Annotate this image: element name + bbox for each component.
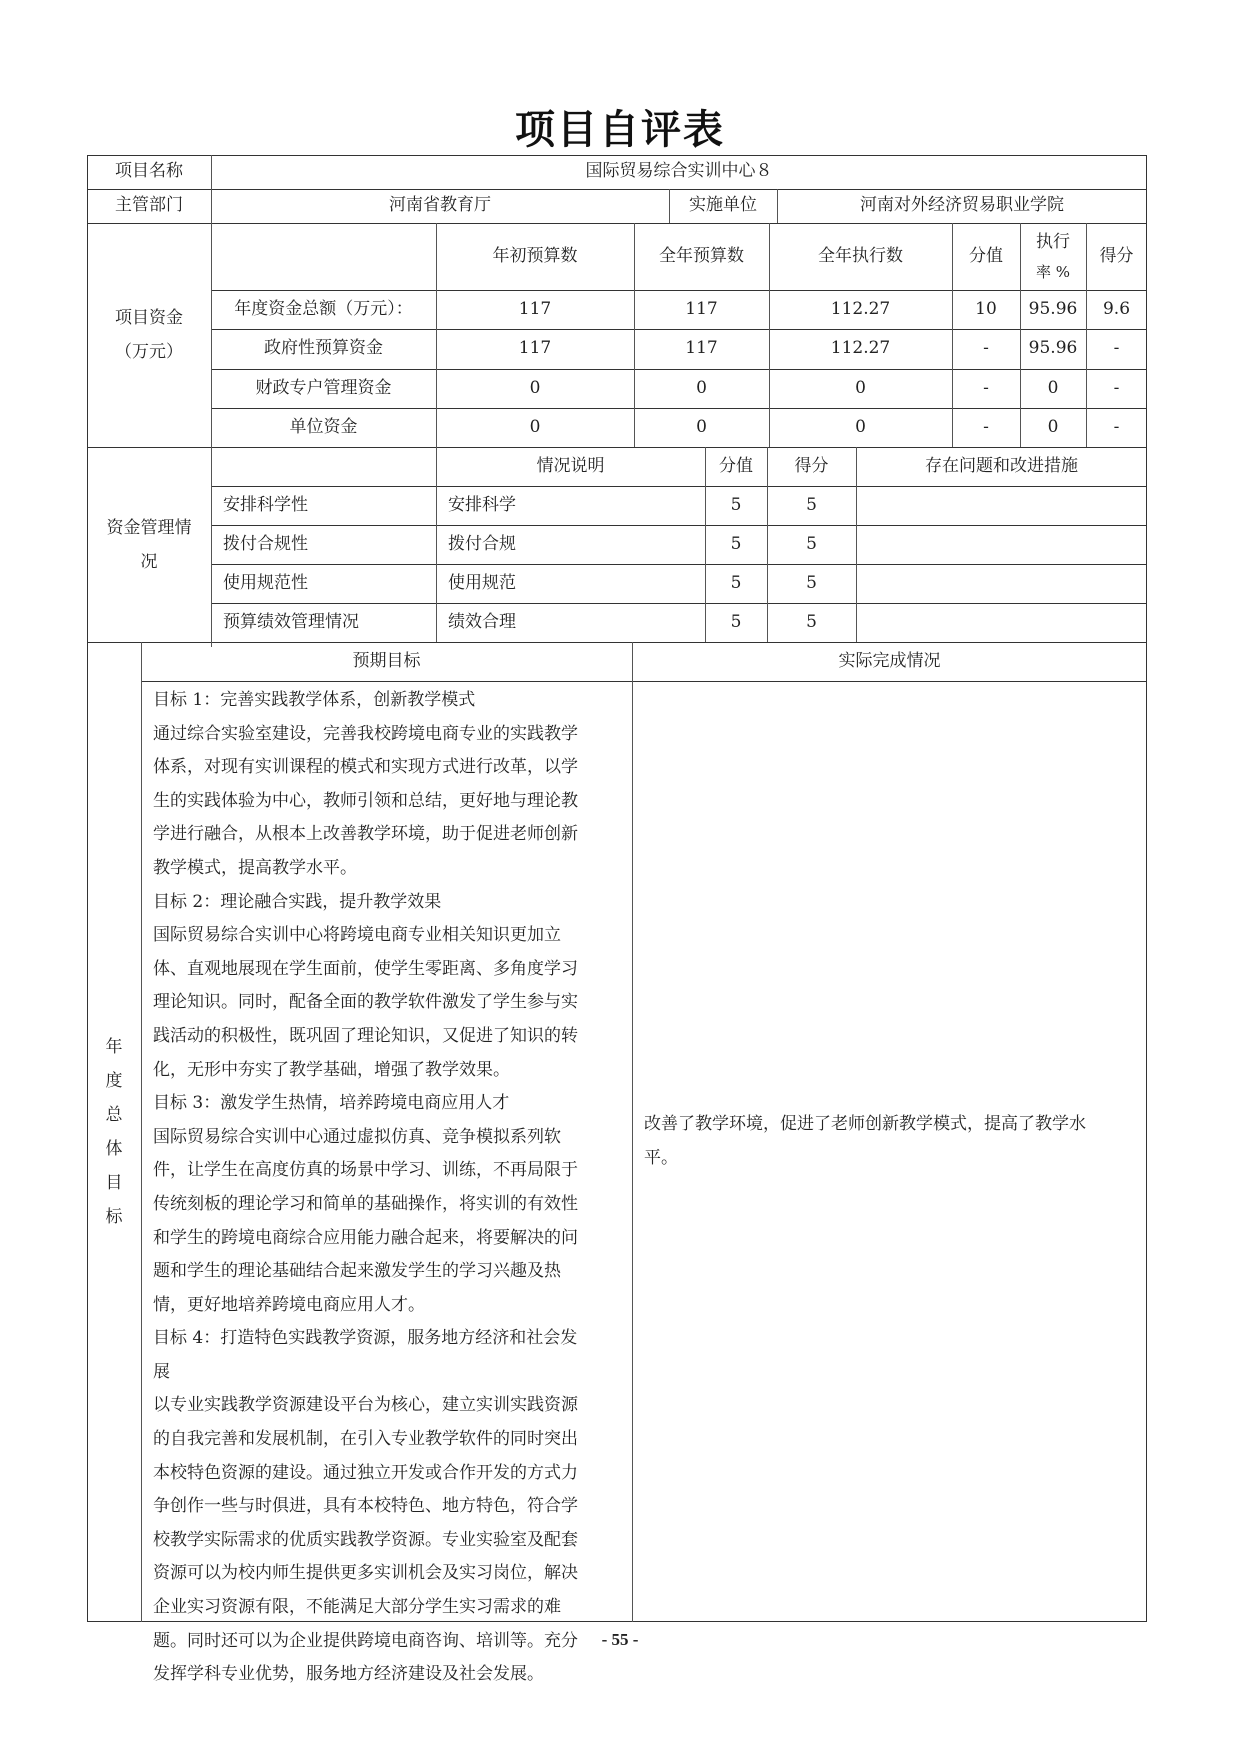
expected-goal-line: 情，更好地培养跨境电商应用人才。 xyxy=(153,1294,425,1315)
mgmt-issues-value xyxy=(856,603,1147,642)
unit-value: 河南对外经济贸易职业学院 xyxy=(860,195,1064,216)
expected-goal-line: 化，无形中夯实了教学基础，增强了教学效果。 xyxy=(153,1059,510,1080)
funding-row-label: 财政专户管理资金 xyxy=(255,377,392,398)
funding-annual-value: 117 xyxy=(685,338,718,359)
expected-goal-line: 题和学生的理论基础结合起来激发学生的学习兴趣及热 xyxy=(153,1261,561,1282)
funding-weight-value: - xyxy=(983,416,989,437)
mgmt-header-weight: 分值 xyxy=(719,455,753,476)
funding-header-weight: 分值 xyxy=(969,245,1003,266)
funding-score-value: - xyxy=(1113,338,1120,359)
mgmt-desc-value: 使用规范 xyxy=(448,572,516,593)
funding-executed-value: 0 xyxy=(855,416,866,437)
mgmt-item-label: 预算绩效管理情况 xyxy=(223,611,359,632)
rate-header-line1: 执行 xyxy=(1036,231,1070,252)
expected-goal-line: 国际贸易综合实训中心将跨境电商专业相关知识更加立 xyxy=(153,925,561,946)
expected-goal-line: 传统刻板的理论学习和简单的基础操作，将实训的有效性 xyxy=(153,1193,578,1214)
mgmt-score-value: 5 xyxy=(806,572,817,593)
expected-goal-line: 发挥学科专业优势，服务地方经济建设及社会发展。 xyxy=(153,1664,544,1685)
funding-rate-value: 0 xyxy=(1047,377,1059,398)
page-number: - 55 - xyxy=(601,1630,639,1649)
mgmt-issues-value xyxy=(856,486,1147,525)
expected-goals-header: 预期目标 xyxy=(352,650,421,671)
mgmt-desc-value: 拨付合规 xyxy=(448,533,516,554)
project-name-value: 国际贸易综合实训中心８ xyxy=(585,161,773,182)
expected-goal-line: 体、直观地展现在学生面前，使学生零距离、多角度学习 xyxy=(153,958,578,979)
mgmt-header-score: 得分 xyxy=(794,455,829,476)
expected-goal-line: 目标 4：打造特色实践教学资源，服务地方经济和社会发 xyxy=(153,1328,578,1349)
mgmt-score-value: 5 xyxy=(806,611,817,632)
expected-goal-line: 企业实习资源有限，不能满足大部分学生实习需求的难 xyxy=(153,1597,561,1618)
funding-score-value: - xyxy=(1113,377,1120,398)
expected-goals-text xyxy=(153,684,629,1692)
expected-goal-line: 资源可以为校内师生提供更多实训机会及实习岗位，解决 xyxy=(153,1563,578,1584)
divider xyxy=(141,681,1147,682)
funding-header-rate xyxy=(1020,223,1086,290)
page-title: 项目自评表 xyxy=(515,107,725,153)
management-label-line2: 况 xyxy=(140,551,158,572)
goals-label-char: 体 xyxy=(105,1139,123,1159)
mgmt-weight-value: 5 xyxy=(730,533,742,554)
expected-goal-line: 以专业实践教学资源建设平台为核心，建立实训实践资源 xyxy=(153,1395,578,1416)
mgmt-desc-value: 安排科学 xyxy=(448,494,516,515)
goals-label-char: 总 xyxy=(105,1105,123,1125)
management-section-label xyxy=(87,447,211,642)
funding-executed-value: 112.27 xyxy=(830,338,891,359)
dept-value: 河南省教育厅 xyxy=(389,195,491,216)
goals-label-char: 标 xyxy=(105,1207,123,1227)
funding-annual-value: 117 xyxy=(685,298,718,319)
expected-goal-line: 体系，对现有实训课程的模式和实现方式进行改革，以学 xyxy=(153,757,578,778)
funding-header-initial: 年初预算数 xyxy=(492,245,578,266)
funding-label-line1: 项目资金 xyxy=(115,308,183,328)
funding-header-executed: 全年执行数 xyxy=(818,245,903,266)
divider xyxy=(632,642,633,1622)
dept-label: 主管部门 xyxy=(115,195,183,216)
management-label-line1: 资金管理情 xyxy=(106,517,192,538)
funding-executed-value: 0 xyxy=(855,377,866,398)
expected-goal-line: 教学模式，提高教学水平。 xyxy=(153,857,357,878)
funding-score-value: - xyxy=(1113,416,1120,437)
mgmt-header-issues: 存在问题和改进措施 xyxy=(925,455,1078,476)
funding-executed-value: 112.27 xyxy=(830,298,891,319)
expected-goal-line: 目标 1：完善实践教学体系，创新教学模式 xyxy=(153,690,476,710)
expected-goal-line: 通过综合实验室建设，完善我校跨境电商专业的实践教学 xyxy=(153,723,578,744)
goals-label-char: 度 xyxy=(105,1071,123,1091)
actual-completion-line: 改善了教学环境，促进了老师创新教学模式，提高了教学水 xyxy=(644,1114,1086,1134)
funding-annual-value: 0 xyxy=(696,377,707,398)
expected-goal-line: 本校特色资源的建设。通过独立开发或合作开发的方式力 xyxy=(153,1462,578,1483)
unit-label: 实施单位 xyxy=(689,195,757,216)
mgmt-weight-value: 5 xyxy=(730,572,742,593)
funding-score-value: 9.6 xyxy=(1102,298,1131,319)
actual-completion-text xyxy=(644,1108,1144,1175)
expected-goal-line: 目标 2：理论融合实践，提升教学效果 xyxy=(153,891,442,912)
mgmt-item-label: 安排科学性 xyxy=(223,494,308,515)
expected-goal-line: 校教学实际需求的优质实践教学资源。专业实验室及配套 xyxy=(153,1529,578,1550)
expected-goal-line: 展 xyxy=(153,1361,170,1382)
funding-initial-value: 117 xyxy=(518,338,552,359)
divider xyxy=(141,642,142,1622)
funding-rate-value: 95.96 xyxy=(1028,338,1078,359)
funding-rate-value: 0 xyxy=(1047,416,1059,437)
expected-goal-line: 目标 3：激发学生热情，培养跨境电商应用人才 xyxy=(153,1093,510,1114)
expected-goal-line: 争创作一些与时俱进，具有本校特色、地方特色，符合学 xyxy=(153,1496,578,1517)
funding-row-label: 政府性预算资金 xyxy=(264,338,383,359)
funding-weight-value: 10 xyxy=(975,298,997,319)
funding-annual-value: 0 xyxy=(696,416,707,437)
mgmt-header-desc: 情况说明 xyxy=(536,455,605,476)
project-name-label: 项目名称 xyxy=(115,161,183,182)
rate-header-line2: 率 % xyxy=(1035,262,1071,281)
funding-weight-value: - xyxy=(983,377,989,398)
expected-goal-line: 理论知识。同时，配备全面的教学软件激发了学生参与实 xyxy=(153,992,578,1013)
funding-header-annual: 全年预算数 xyxy=(659,245,744,266)
funding-initial-value: 0 xyxy=(529,377,541,398)
mgmt-score-value: 5 xyxy=(806,533,817,554)
funding-row-label: 年度资金总额（万元）： xyxy=(234,298,413,319)
expected-goal-line: 践活动的积极性，既巩固了理论知识，又促进了知识的转 xyxy=(153,1025,578,1046)
expected-goal-line: 的自我完善和发展机制，在引入专业教学软件的同时突出 xyxy=(153,1429,578,1450)
expected-goal-line: 生的实践体验为中心，教师引领和总结，更好地与理论教 xyxy=(153,790,578,811)
funding-weight-value: - xyxy=(983,338,989,359)
expected-goal-line: 学进行融合，从根本上改善教学环境，助于促进老师创新 xyxy=(153,824,578,845)
funding-rate-value: 95.96 xyxy=(1028,298,1078,319)
expected-goal-line: 国际贸易综合实训中心通过虚拟仿真、竞争模拟系列软 xyxy=(153,1126,561,1147)
funding-label-line2: （万元） xyxy=(115,342,183,362)
mgmt-issues-value xyxy=(856,525,1147,564)
mgmt-item-label: 使用规范性 xyxy=(223,572,308,593)
funding-section-label xyxy=(87,223,211,447)
mgmt-issues-value xyxy=(856,564,1147,603)
expected-goal-line: 件，让学生在高度仿真的场景中学习、训练，不再局限于 xyxy=(153,1160,578,1181)
funding-initial-value: 117 xyxy=(518,298,552,319)
goals-section-label xyxy=(87,642,141,1622)
actual-completion-line: 平。 xyxy=(644,1147,678,1168)
funding-initial-value: 0 xyxy=(529,416,541,437)
mgmt-weight-value: 5 xyxy=(730,611,742,632)
mgmt-score-value: 5 xyxy=(806,494,817,515)
actual-completion-header: 实际完成情况 xyxy=(838,650,941,671)
funding-header-score: 得分 xyxy=(1099,245,1134,266)
mgmt-weight-value: 5 xyxy=(730,494,742,515)
goals-label-char: 目 xyxy=(105,1173,123,1193)
mgmt-item-label: 拨付合规性 xyxy=(223,533,308,554)
expected-goal-line: 题。同时还可以为企业提供跨境电商咨询、培训等。充分 xyxy=(153,1630,578,1651)
expected-goal-line: 和学生的跨境电商综合应用能力融合起来，将要解决的问 xyxy=(153,1227,578,1248)
goals-label-char: 年 xyxy=(105,1037,123,1057)
mgmt-desc-value: 绩效合理 xyxy=(448,611,516,632)
funding-row-label: 单位资金 xyxy=(289,416,358,437)
